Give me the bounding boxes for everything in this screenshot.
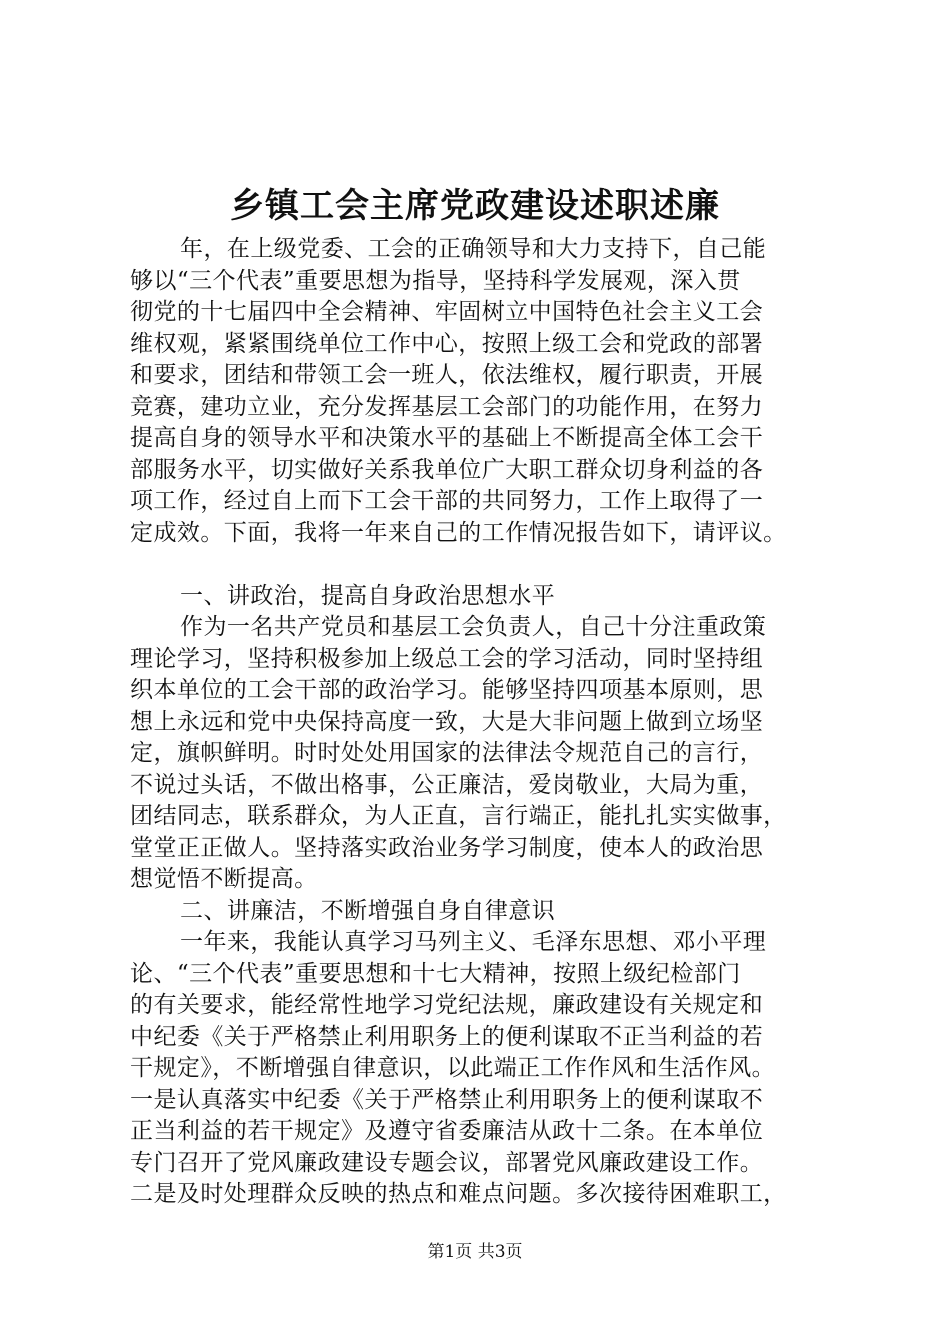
text-line: 正当利益的若干规定》及遵守省委廉洁从政十二条。在本单位 <box>130 1118 764 1144</box>
page-footer: 第1页 共3页 <box>427 1242 523 1262</box>
document-body <box>130 234 830 1211</box>
text-line: 和要求，团结和带领工会一班人，依法维权，履行职责，开展 <box>130 362 764 388</box>
text-line: 竞赛，建功立业，充分发挥基层工会部门的功能作用，在努力 <box>130 393 764 420</box>
text-line: 团结同志，联系群众，为人正直，言行端正，能扎扎实实做事， <box>130 803 787 829</box>
text-line: 定，旗帜鲜明。时时处处用国家的法律法令规范自己的言行， <box>130 740 764 766</box>
text-line: 中纪委《关于严格禁止利用职务上的便利谋取不正当利益的若 <box>130 1023 764 1050</box>
text-line: 作为一名共产党员和基层工会负责人，自己十分注重政策 <box>180 614 767 640</box>
text-line: 项工作，经过自上而下工会干部的共同努力，工作上取得了一 <box>130 488 764 514</box>
text-line: 想上永远和党中央保持高度一致，大是大非问题上做到立场坚 <box>130 708 764 735</box>
text-line: 干规定》，不断增强自律意识，以此端正工作作风和生活作风。 <box>130 1055 776 1081</box>
text-line: 一、讲政治，提高自身政治思想水平 <box>180 582 556 609</box>
text-line: 一是认真落实中纪委《关于严格禁止利用职务上的便利谋取不 <box>130 1086 764 1113</box>
text-line: 理论学习，坚持积极参加上级总工会的学习活动，同时坚持组 <box>130 645 764 672</box>
text-line: 年，在上级党委、工会的正确领导和大力支持下，自己能 <box>180 236 767 262</box>
text-line: 彻党的十七届四中全会精神、牢固树立中国特色社会主义工会 <box>130 299 764 325</box>
text-line: 定成效。下面，我将一年来自己的工作情况报告如下，请评议。 <box>130 519 787 546</box>
text-line: 的有关要求，能经常性地学习党纪法规，廉政建设有关规定和 <box>130 992 764 1018</box>
text-line: 不说过头话，不做出格事，公正廉洁，爱岗敬业，大局为重， <box>130 771 764 798</box>
text-line: 二、讲廉洁，不断增强自身自律意识 <box>180 897 556 924</box>
text-line: 提高自身的领导水平和决策水平的基础上不断提高全体工会干 <box>130 425 764 451</box>
text-line: 维权观，紧紧围绕单位工作中心，按照上级工会和党政的部署 <box>130 330 764 357</box>
text-line: 一年来，我能认真学习马列主义、毛泽东思想、邓小平理 <box>180 929 767 955</box>
text-line: 够以“三个代表”重要思想为指导，坚持科学发展观，深入贯 <box>130 267 741 294</box>
text-line: 专门召开了党风廉政建设专题会议，部署党风廉政建设工作。 <box>130 1149 764 1176</box>
text-line: 二是及时处理群众反映的热点和难点问题。多次接待困难职工， <box>130 1181 787 1207</box>
blank-line <box>130 549 830 581</box>
text-line: 织本单位的工会干部的政治学习。能够坚持四项基本原则，思 <box>130 677 764 703</box>
text-line: 堂堂正正做人。坚持落实政治业务学习制度，使本人的政治思 <box>130 834 764 861</box>
document-title: 乡镇工会主席党政建设述职述廉 <box>230 186 720 226</box>
text-line: 想觉悟不断提高。 <box>130 866 318 892</box>
text-line: 部服务水平，切实做好关系我单位广大职工群众切身利益的各 <box>130 456 764 483</box>
text-line: 论、“三个代表”重要思想和十七大精神，按照上级纪检部门 <box>130 960 741 987</box>
